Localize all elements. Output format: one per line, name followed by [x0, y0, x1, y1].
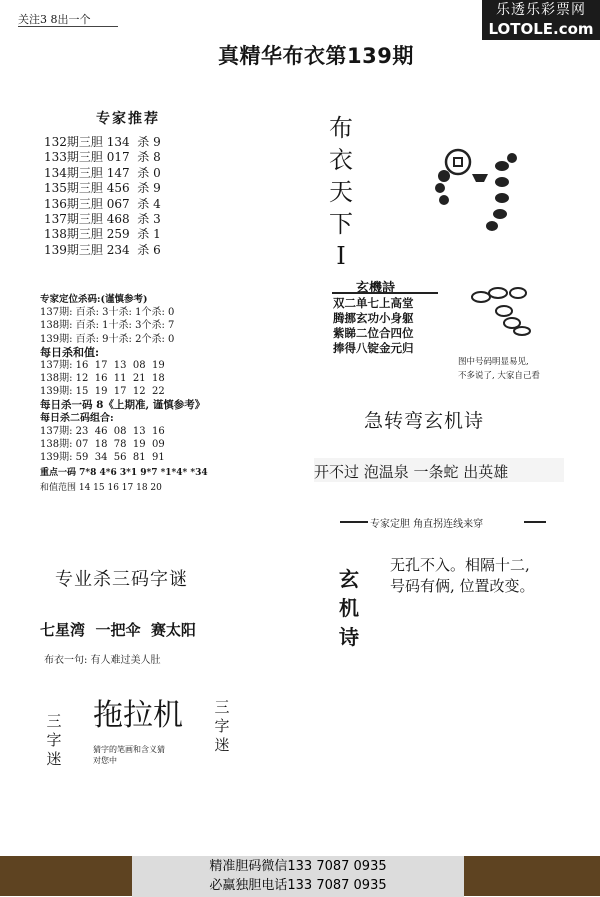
expert-heading: 专家推荐 — [96, 111, 160, 127]
divider — [340, 521, 368, 523]
list-item: 134期三胆 147 杀 0 — [44, 165, 161, 180]
jizhuan-title: 急转弯玄机诗 — [364, 410, 485, 432]
list-item: 135期三胆 456 杀 9 — [44, 181, 161, 196]
tuolaji-note: 猜字的笔画和含义猜 对您中 — [93, 745, 165, 765]
list-item: 139期: 百杀: 9十杀: 2个杀: 0 — [40, 333, 175, 345]
list-item: 138期: 12 16 11 21 18 — [40, 373, 165, 385]
kill-two-title: 每日杀二码组合: — [40, 412, 114, 424]
list-item: 136期三胆 067 杀 4 — [44, 196, 161, 211]
list-item: 139期: 59 34 56 81 91 — [40, 452, 165, 464]
riddle-label-left: 三 字 迷 — [46, 712, 62, 768]
ad-line-phone: 必赢独胆电话133 7087 0935 — [209, 878, 387, 893]
watermark-logo: 乐透乐彩票网 LOTOLE.com — [482, 0, 600, 40]
sum-title: 每日杀和值: — [40, 345, 100, 359]
budyi-vertical: 布 衣 天 下 I — [329, 114, 353, 270]
sum-range: 和值范围 14 15 16 17 18 20 — [40, 482, 162, 493]
key-points: 重点一码 7*8 4*6 3*1 9*7 *1*4* *34 — [40, 467, 208, 478]
list-item: 133期三胆 017 杀 8 — [44, 150, 161, 165]
list-item: 137期: 百杀: 3十杀: 1个杀: 0 — [40, 307, 175, 319]
divider — [524, 521, 546, 523]
xuanji-poem: 双二单七上高堂 腾挪玄功小身躯 紫睇二位合四位 捧得八锭金元归 — [333, 296, 414, 355]
coins-illustration — [430, 140, 530, 240]
coin-chain-illustration — [468, 283, 538, 338]
list-item: 137期三胆 468 杀 3 — [44, 212, 161, 227]
divider — [18, 26, 118, 27]
riddle-label-right: 三 字 迷 — [214, 698, 230, 754]
follow-note: 关注3 8出一个 — [18, 13, 91, 26]
sanma-line: 七星湾 一把伞 赛太阳 — [40, 621, 196, 639]
budyi-sentence: 布衣一句: 有人难过美人肚 — [44, 655, 161, 666]
jizhuan-line: 开不过 泡温泉 一条蛇 出英雄 — [314, 463, 509, 481]
position-kill-title: 专家定位杀码:(谨慎参考) — [40, 294, 148, 305]
xuanji-vertical: 玄 机 诗 — [339, 567, 359, 649]
ad-box — [132, 856, 464, 897]
riddle-text: 无孔不入。相隔十二, 号码有俩, 位置改变。 — [390, 556, 535, 595]
list-item: 138期三胆 259 杀 1 — [44, 227, 161, 242]
kill-code-block — [40, 293, 208, 495]
tuolaji-word: 拖拉机 — [93, 698, 183, 733]
ad-line-wechat: 精准胆码微信133 7087 0935 — [209, 859, 387, 874]
xuanji-heading: 玄機詩 — [356, 281, 396, 296]
page-title: 真精华布衣第139期 — [218, 44, 414, 68]
list-item: 137期: 16 17 13 08 19 — [40, 360, 165, 372]
kill-one: 每日杀一码 8《上期准, 谨慎参考》 — [40, 398, 206, 411]
list-item: 139期三胆 234 杀 6 — [44, 242, 161, 257]
sanma-heading: 专业杀三码字谜 — [55, 569, 188, 590]
list-item: 137期: 23 46 08 13 16 — [40, 426, 165, 438]
list-item: 138期: 百杀: 1十杀: 3个杀: 7 — [40, 320, 175, 332]
list-item: 138期: 07 18 78 19 09 — [40, 439, 165, 451]
divider — [332, 292, 438, 294]
list-item: 132期三胆 134 杀 9 — [44, 135, 161, 149]
expert-fix: 专家定胆 角直拐连线来穿 — [370, 519, 484, 530]
expert-predictions — [44, 135, 161, 258]
picture-caption: 图中号码明显易见, 不多说了, 大家自己看 — [458, 357, 540, 381]
list-item: 139期: 15 19 17 12 22 — [40, 386, 165, 398]
